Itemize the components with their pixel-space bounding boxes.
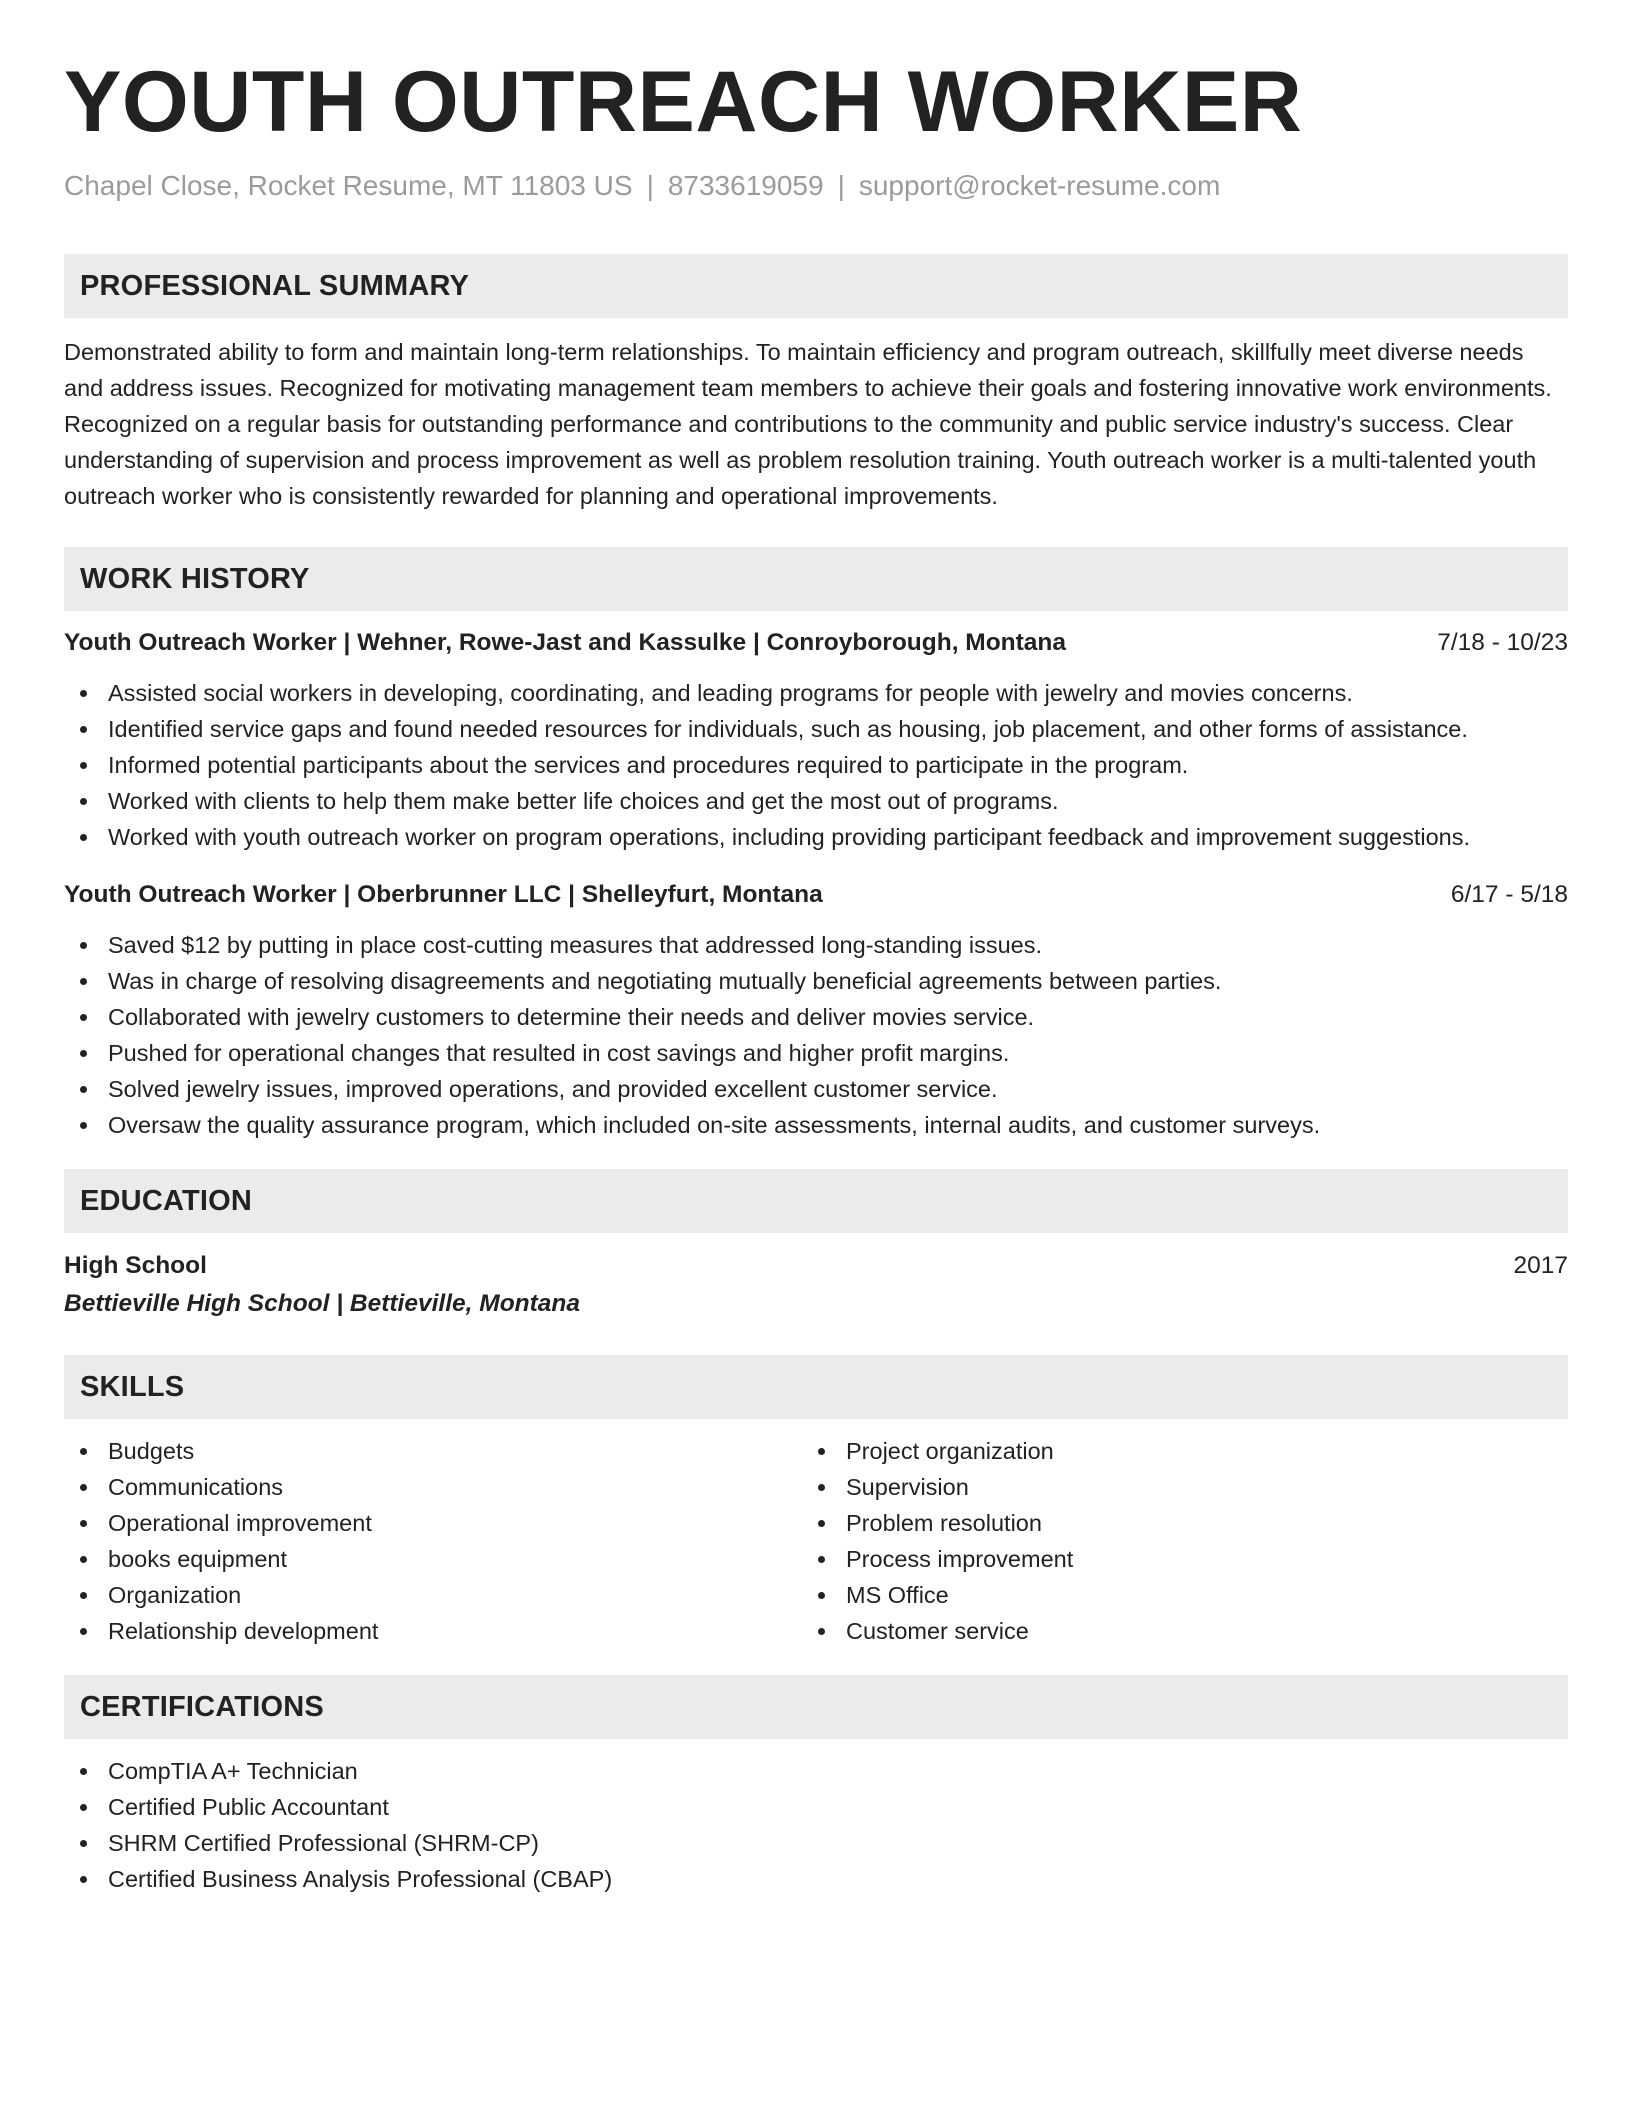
skill-item: Process improvement <box>802 1541 1540 1577</box>
skill-item: Operational improvement <box>64 1505 802 1541</box>
skill-item: Communications <box>64 1469 802 1505</box>
contact-phone: 8733619059 <box>667 170 824 201</box>
job-bullet: Assisted social workers in developing, coordinating, and leading programs for people with jewelry and movies concerns. <box>64 675 1568 711</box>
section-heading-summary: PROFESSIONAL SUMMARY <box>64 254 1568 318</box>
skills-columns <box>64 1433 1568 1649</box>
education-header <box>64 1247 1568 1285</box>
skill-item: Budgets <box>64 1433 802 1469</box>
skill-item: Problem resolution <box>802 1505 1540 1541</box>
certification-item: CompTIA A+ Technician <box>64 1753 1568 1789</box>
job-bullet: Pushed for operational changes that resulted in cost savings and higher profit margins. <box>64 1035 1568 1071</box>
education-year: 2017 <box>1513 1252 1568 1279</box>
skills-list-left <box>64 1433 802 1649</box>
skills-list-right <box>802 1433 1540 1649</box>
job-bullet-list <box>64 675 1568 855</box>
section-heading-education: EDUCATION <box>64 1169 1568 1233</box>
contact-separator: | <box>837 170 845 201</box>
certification-item: SHRM Certified Professional (SHRM-CP) <box>64 1825 1568 1861</box>
certification-item: Certified Public Accountant <box>64 1789 1568 1825</box>
skill-item: Relationship development <box>64 1613 802 1649</box>
job-bullet: Informed potential participants about the services and procedures required to participate in the program. <box>64 747 1568 783</box>
job-header <box>64 877 1568 913</box>
job-bullet: Oversaw the quality assurance program, which included on-site assessments, internal audits, and customer surveys. <box>64 1107 1568 1143</box>
contact-address: Chapel Close, Rocket Resume, MT 11803 US <box>64 170 633 201</box>
section-heading-certifications: CERTIFICATIONS <box>64 1675 1568 1739</box>
skill-item: Customer service <box>802 1613 1540 1649</box>
job-bullet: Was in charge of resolving disagreements and negotiating mutually beneficial agreements between parties. <box>64 963 1568 999</box>
contact-email: support@rocket-resume.com <box>858 170 1221 201</box>
job-title: Youth Outreach Worker | Oberbrunner LLC | Shelleyfurt, Montana <box>64 881 823 908</box>
job-header <box>64 625 1568 661</box>
job-dates: 7/18 - 10/23 <box>1437 629 1568 656</box>
job-title: Youth Outreach Worker | Wehner, Rowe-Jast and Kassulke | Conroyborough, Montana <box>64 629 1067 656</box>
certification-item: Certified Business Analysis Professional (CBAP) <box>64 1861 1568 1897</box>
skill-item: Organization <box>64 1577 802 1613</box>
summary-text: Demonstrated ability to form and maintain long-term relationships. To maintain efficiency and program outreach, skillfully meet diverse needs and address issues. Recognized for motivating management team members to achieve their goals and fostering innovative work environments. Recognized on a regular basis for outstanding performance and contributions to the community and public service industry's success. Clear understanding of supervision and process improvement as well as problem resolution training. Youth outreach worker is a multi-talented youth outreach worker who is consistently rewarded for planning and operational improvements. <box>64 339 1552 509</box>
job-dates: 6/17 - 5/18 <box>1450 881 1568 908</box>
section-heading-skills: SKILLS <box>64 1355 1568 1419</box>
education-degree: High School <box>64 1252 207 1279</box>
skill-item: Project organization <box>802 1433 1540 1469</box>
job-bullet: Worked with clients to help them make better life choices and get the most out of programs. <box>64 783 1568 819</box>
job-bullet: Solved jewelry issues, improved operations, and provided excellent customer service. <box>64 1071 1568 1107</box>
section-heading-work-history: WORK HISTORY <box>64 547 1568 611</box>
education-school: Bettieville High School | Bettieville, Montana <box>64 1290 580 1317</box>
job-bullet: Collaborated with jewelry customers to determine their needs and deliver movies service. <box>64 999 1568 1035</box>
resume-name: YOUTH OUTREACH WORKER <box>64 54 1303 150</box>
job-bullet-list <box>64 927 1568 1143</box>
job-bullet: Identified service gaps and found needed resources for individuals, such as housing, job placement, and other forms of assistance. <box>64 711 1568 747</box>
contact-separator: | <box>646 170 654 201</box>
job-bullet: Saved $12 by putting in place cost-cutting measures that addressed long-standing issues. <box>64 927 1568 963</box>
skill-item: Supervision <box>802 1469 1540 1505</box>
skill-item: books equipment <box>64 1541 802 1577</box>
job-bullet: Worked with youth outreach worker on program operations, including providing participant feedback and improvement suggestions. <box>64 819 1568 855</box>
skill-item: MS Office <box>802 1577 1540 1613</box>
certifications-list <box>64 1753 1568 1897</box>
contact-line <box>64 168 1568 204</box>
